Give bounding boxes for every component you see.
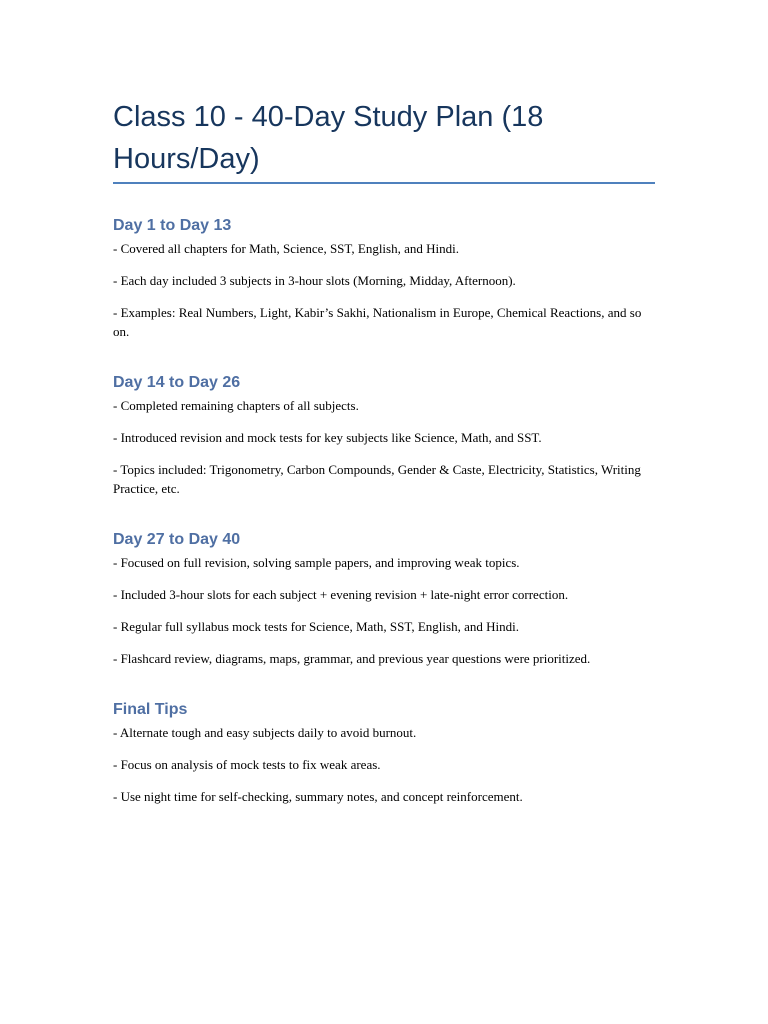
page-title: Class 10 - 40-Day Study Plan (18 Hours/Day) bbox=[113, 101, 544, 175]
paragraph: - Each day included 3 subjects in 3-hour slots (Morning, Midday, Afternoon). bbox=[113, 273, 516, 288]
paragraph: - Included 3-hour slots for each subject + evening revision + late-night error correction. bbox=[113, 587, 569, 602]
paragraph: - Regular full syllabus mock tests for Science, Math, SST, English, and Hindi. bbox=[113, 619, 519, 634]
section-day-1-13 bbox=[113, 216, 655, 341]
paragraph: - Focused on full revision, solving sample papers, and improving weak topics. bbox=[113, 555, 520, 570]
section-final-tips bbox=[113, 700, 655, 806]
section-day-27-40 bbox=[113, 530, 655, 668]
section-heading: Final Tips bbox=[113, 701, 188, 718]
document-page bbox=[113, 96, 655, 806]
section-heading: Day 14 to Day 26 bbox=[113, 374, 241, 391]
paragraph: - Covered all chapters for Math, Science, SST, English, and Hindi. bbox=[113, 241, 459, 256]
title-divider bbox=[113, 182, 655, 184]
paragraph: - Use night time for self-checking, summary notes, and concept reinforcement. bbox=[113, 789, 523, 804]
paragraph: - Focus on analysis of mock tests to fix weak areas. bbox=[113, 757, 381, 772]
section-heading: Day 1 to Day 13 bbox=[113, 217, 232, 234]
paragraph: - Introduced revision and mock tests for key subjects like Science, Math, and SST. bbox=[113, 430, 542, 445]
paragraph: - Examples: Real Numbers, Light, Kabir’s Sakhi, Nationalism in Europe, Chemical Reactions, and so on. bbox=[113, 305, 642, 339]
paragraph: - Topics included: Trigonometry, Carbon Compounds, Gender & Caste, Electricity, Statistics, Writing Practice, etc. bbox=[113, 462, 641, 496]
paragraph: - Completed remaining chapters of all subjects. bbox=[113, 398, 359, 413]
section-day-14-26 bbox=[113, 373, 655, 498]
paragraph: - Alternate tough and easy subjects daily to avoid burnout. bbox=[113, 725, 417, 740]
section-heading: Day 27 to Day 40 bbox=[113, 531, 241, 548]
paragraph: - Flashcard review, diagrams, maps, grammar, and previous year questions were prioritized. bbox=[113, 651, 591, 666]
